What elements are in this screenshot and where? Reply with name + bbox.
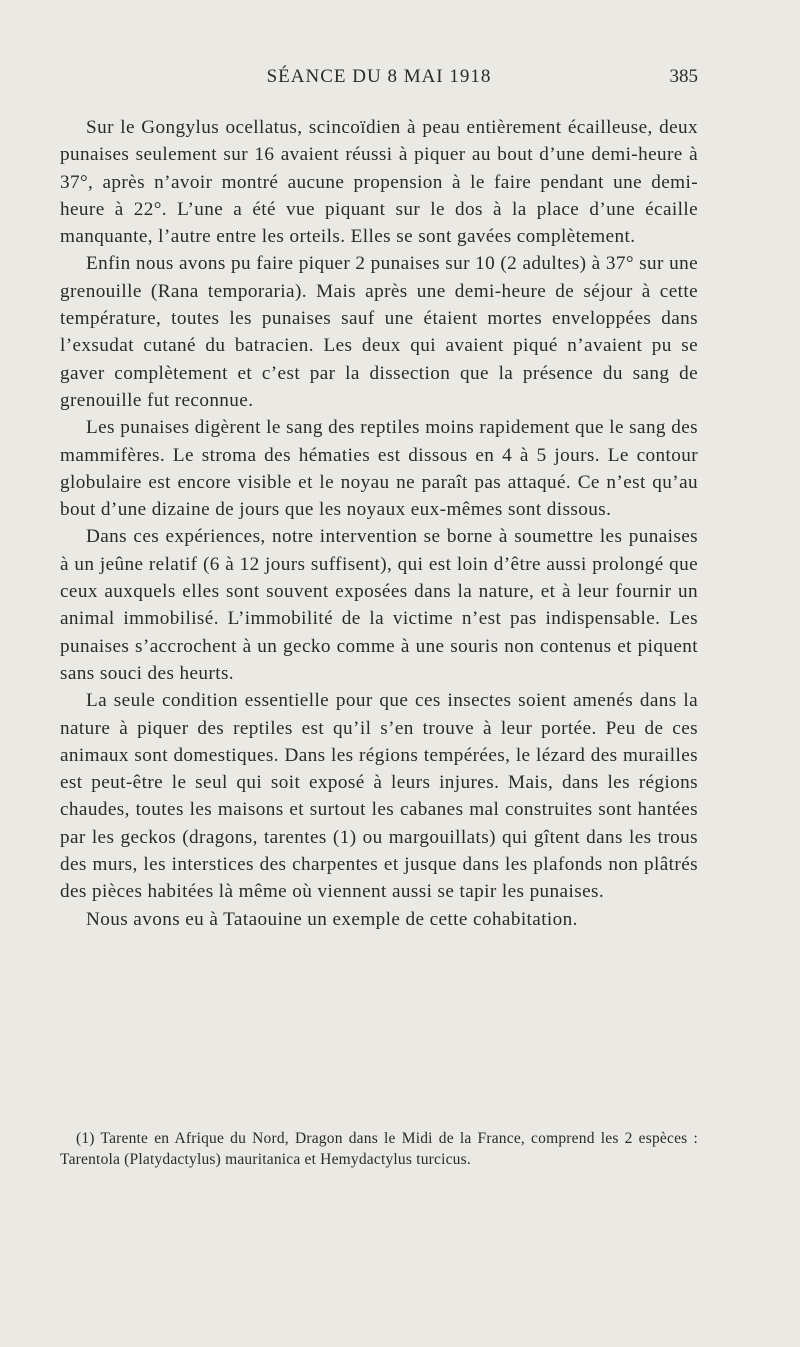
paragraph: Enfin nous avons pu faire piquer 2 punaises sur 10 (2 adultes) à 37° sur une grenouille (Rana temporaria). Mais après une demi-heure de séjour à cette température, toutes les punaises sauf une étaient mortes enveloppées dans l’exsudat cutané du batracien. Les deux qui avaient piqué n’avaient pu se gaver complètement et c’est par la dissection que la présence du sang de grenouille fut reconnue. bbox=[60, 253, 698, 411]
body-text bbox=[60, 114, 698, 933]
footnote bbox=[60, 1128, 698, 1170]
paragraph: Dans ces expériences, notre intervention se borne à soumettre les punaises à un jeûne relatif (6 à 12 jours suffisent), qui est loin d’être aussi prolongé que ceux auxquels elles sont souvent exposées dans la nature, et à leur fournir un animal immobilisé. L’immobilité de la victime n’est pas indispensable. Les punaises s’accrochent à un gecko comme à une souris non contenus et piquent sans souci des heurts. bbox=[60, 526, 698, 684]
paragraph: Sur le Gongylus ocellatus, scincoïdien à peau entièrement écailleuse, deux punaises seulement sur 16 avaient réussi à piquer au bout d’une demi-heure à 37°, après n’avoir montré aucune propension à le faire pendant une demi-heure à 22°. L’une a été vue piquant sur le dos à la place d’une écaille manquante, l’autre entre les orteils. Elles se sont gavées complètement. bbox=[60, 117, 698, 248]
page-header bbox=[60, 66, 698, 96]
page-number: 385 bbox=[669, 66, 698, 87]
footnote-text: (1) Tarente en Afrique du Nord, Dragon dans le Midi de la France, comprend les 2 espèces : Tarentola (Platydactylus) mauritanica et Hemydactylus turcicus. bbox=[60, 1130, 698, 1168]
paragraph: La seule condition essentielle pour que ces insectes soient amenés dans la nature à piquer des reptiles est qu’il s’en trouve à leur portée. Peu de ces animaux sont domestiques. Dans les régions tempérées, le lézard des murailles est peut-être le seul qui soit exposé à leurs injures. Mais, dans les régions chaudes, toutes les maisons et surtout les cabanes mal construites sont hantées par les geckos (dragons, tarentes (1) ou margouillats) qui gîtent dans les trous des murs, les interstices des charpentes et jusque dans les plafonds non plâtrés des pièces habitées là même où viennent aussi se tapir les punaises. bbox=[60, 690, 698, 903]
running-title: SÉANCE DU 8 MAI 1918 bbox=[266, 66, 492, 87]
paragraph: Nous avons eu à Tataouine un exemple de cette cohabitation. bbox=[86, 908, 578, 930]
paragraph: Les punaises digèrent le sang des reptiles moins rapidement que le sang des mammifères. Le stroma des hématies est dissous en 4 à 5 jours. Le contour globulaire est encore visible et le noyau ne paraît pas attaqué. Ce n’est qu’au bout d’une dizaine de jours que les noyaux eux-mêmes sont dissous. bbox=[60, 417, 698, 521]
